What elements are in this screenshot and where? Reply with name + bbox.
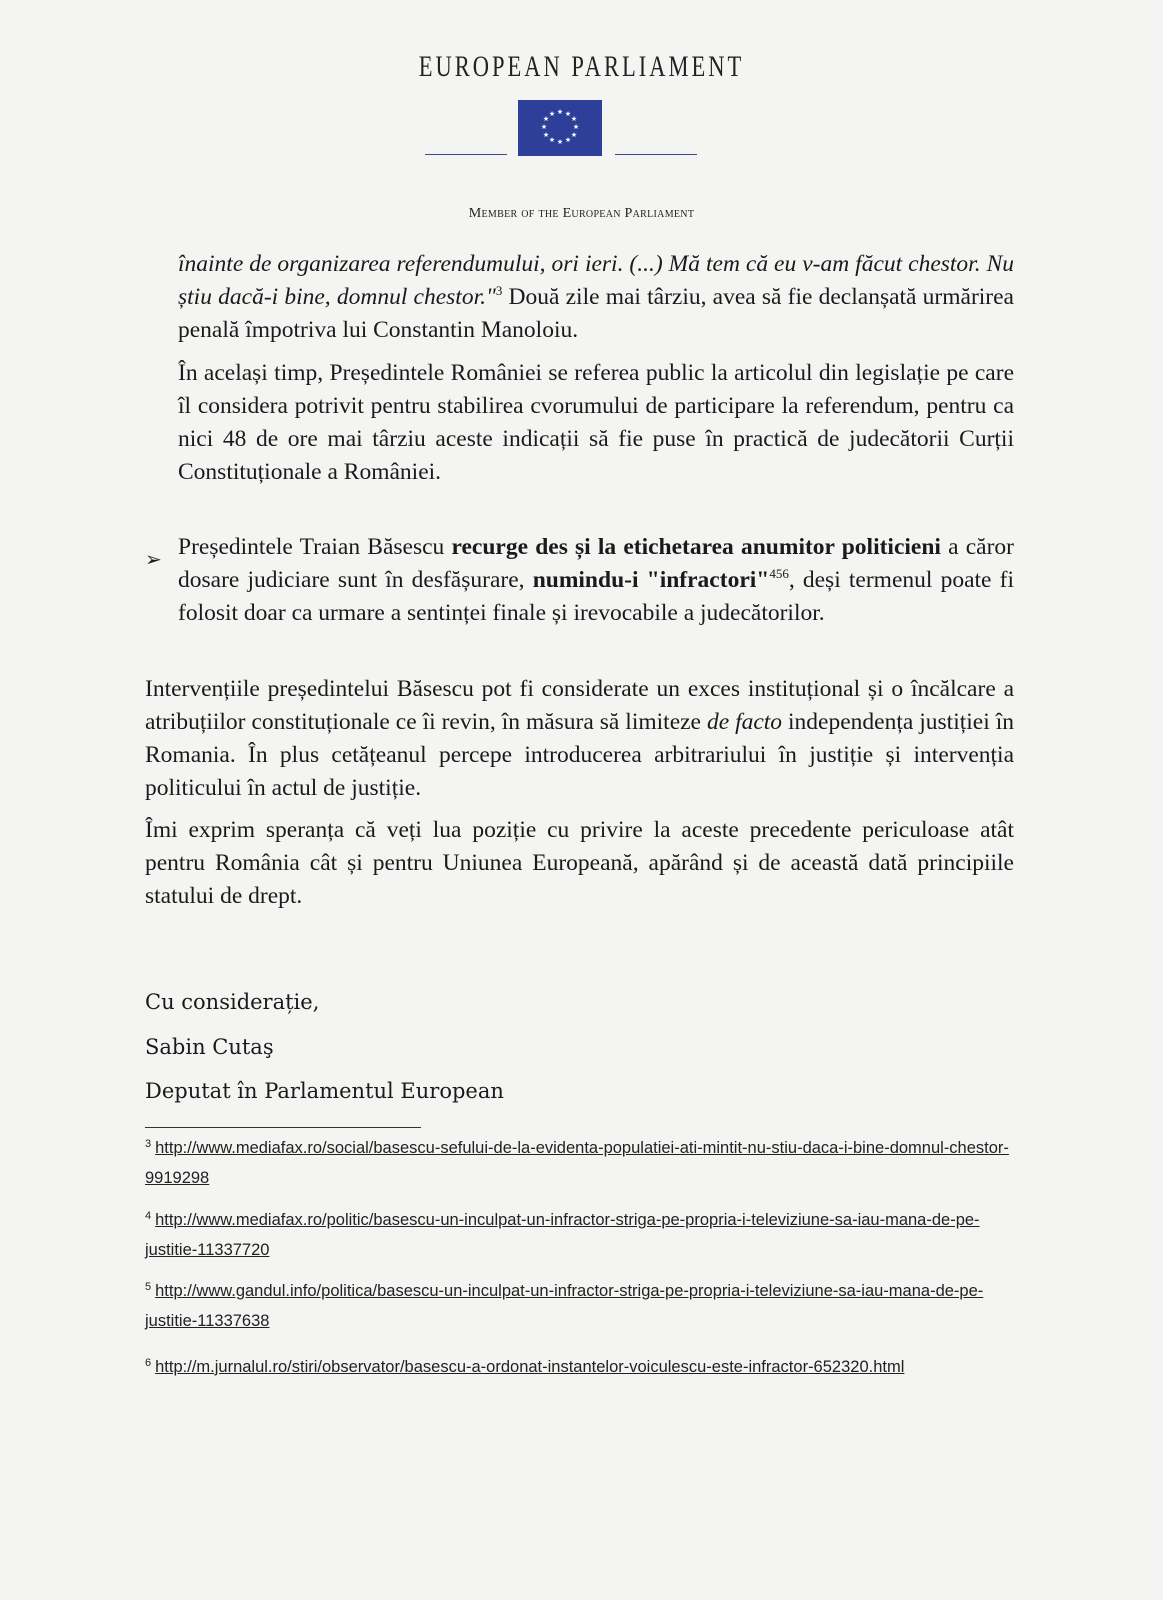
svg-text:★: ★ bbox=[556, 138, 564, 146]
paragraph-text: independența justiției în Romania. În plus cetățeanul percepe introducerea arbitrariului în justiție și intervenția politicului în actul de justiție. bbox=[145, 709, 1014, 801]
footnote-link[interactable]: http://m.jurnalul.ro/stiri/observator/basescu-a-ordonat-instantelor-voiculescu-este-infractor-652320.html bbox=[155, 1358, 905, 1376]
bullet-text: a căror dosare judiciare sunt în desfășurare, bbox=[178, 534, 1014, 593]
italic-term: de facto bbox=[706, 709, 783, 735]
divider-right bbox=[615, 154, 697, 155]
paragraph-text: Două zile mai târziu, avea să fie declanșată urmărirea penală împotriva lui Constantin Manoloiu. bbox=[178, 284, 1014, 343]
svg-text:★: ★ bbox=[542, 131, 550, 139]
paragraph-text: Intervențiile președintelui Băsescu pot fi considerate un exces instituțional și o încălcare a atribuțiilor constituționale ce îi revin, în măsura să limiteze bbox=[145, 676, 1014, 735]
footnote-3 bbox=[145, 1133, 1015, 1193]
bullet-bold: recurge des și la etichetarea anumitor politicieni bbox=[451, 534, 941, 560]
footnote-number: 3 bbox=[145, 1137, 152, 1150]
footnote-link[interactable]: http://www.mediafax.ro/social/basescu-sefului-de-la-evidenta-populatiei-ati-mintit-nu-stiu-daca-i-bine-domnul-chestor-9919298 bbox=[145, 1139, 1009, 1187]
paragraph-hope: Îmi exprim speranța că veți lua poziție cu privire la aceste precedente periculoase atât pentru România cât și pentru Uniunea Europeană, apărând și de această dată principiile statului de drept. bbox=[145, 817, 1014, 909]
svg-text:★: ★ bbox=[548, 136, 556, 144]
footnote-5 bbox=[145, 1276, 1015, 1336]
svg-text:★: ★ bbox=[556, 108, 564, 116]
footnote-6 bbox=[145, 1352, 1015, 1382]
svg-text:★: ★ bbox=[548, 110, 556, 118]
divider-left bbox=[425, 154, 507, 155]
eu-flag-icon bbox=[518, 100, 602, 156]
svg-text:★: ★ bbox=[564, 136, 572, 144]
flag-row bbox=[425, 100, 697, 156]
bullet-text: , deși termenul poate fi folosit doar ca urmare a sentinței finale și irevocabile a judecătorilor. bbox=[178, 567, 1014, 626]
footnote-link[interactable]: http://www.gandul.info/politica/basescu-un-inculpat-un-infractor-striga-pe-propria-i-televiziune-sa-iau-mana-de-pe-justitie-11337638 bbox=[145, 1282, 984, 1330]
arrow-bullet-icon: ➢ bbox=[145, 547, 162, 571]
footnote-4 bbox=[145, 1205, 1015, 1265]
footnote-ref: 3 bbox=[495, 283, 503, 299]
footnote-number: 6 bbox=[145, 1356, 152, 1369]
paragraph-constitutional-court: În același timp, Președintele României se referea public la articolul din legislație pe care îl considera potrivit pentru stabilirea cvorumului de participare la referendum, pentru ca nici 48 de ore mai târziu aceste indicații să fie puse în practică de judecătorii Curții Constituționale a României. bbox=[178, 360, 1014, 485]
signer-title: Deputat în Parlamentul European bbox=[145, 1079, 504, 1103]
svg-text:★: ★ bbox=[570, 131, 578, 139]
quote-text: înainte de organizarea referendumului, ori ieri. (...) Mă tem că eu v-am făcut chestor. Nu știu dacă-i bine, domnul chestor." bbox=[178, 251, 1014, 310]
bullet-paragraph bbox=[178, 531, 1014, 630]
member-subtitle: Member of the European Parliament bbox=[468, 206, 695, 221]
salutation: Cu considerație, bbox=[145, 990, 320, 1014]
svg-text:★: ★ bbox=[542, 115, 550, 123]
svg-text:★: ★ bbox=[564, 110, 572, 118]
bullet-text: Președintele Traian Băsescu bbox=[178, 534, 452, 560]
institution-title: EUROPEAN PARLIAMENT bbox=[418, 50, 745, 83]
bullet-bold: numindu-i "infractori" bbox=[532, 567, 770, 593]
svg-text:★: ★ bbox=[570, 115, 578, 123]
paragraph-interventions bbox=[145, 673, 1014, 805]
footnote-divider bbox=[145, 1127, 421, 1128]
footnote-number: 5 bbox=[145, 1280, 152, 1293]
svg-text:★: ★ bbox=[572, 123, 580, 131]
footnote-number: 4 bbox=[145, 1209, 152, 1222]
svg-text:★: ★ bbox=[540, 123, 548, 131]
footnote-link[interactable]: http://www.mediafax.ro/politic/basescu-un-inculpat-un-infractor-striga-pe-propria-i-televiziune-sa-iau-mana-de-pe-justitie-11337720 bbox=[145, 1211, 980, 1259]
signer-name: Sabin Cutaş bbox=[145, 1035, 274, 1059]
footnote-ref: 456 bbox=[769, 566, 789, 582]
paragraph-quote bbox=[178, 248, 1014, 347]
